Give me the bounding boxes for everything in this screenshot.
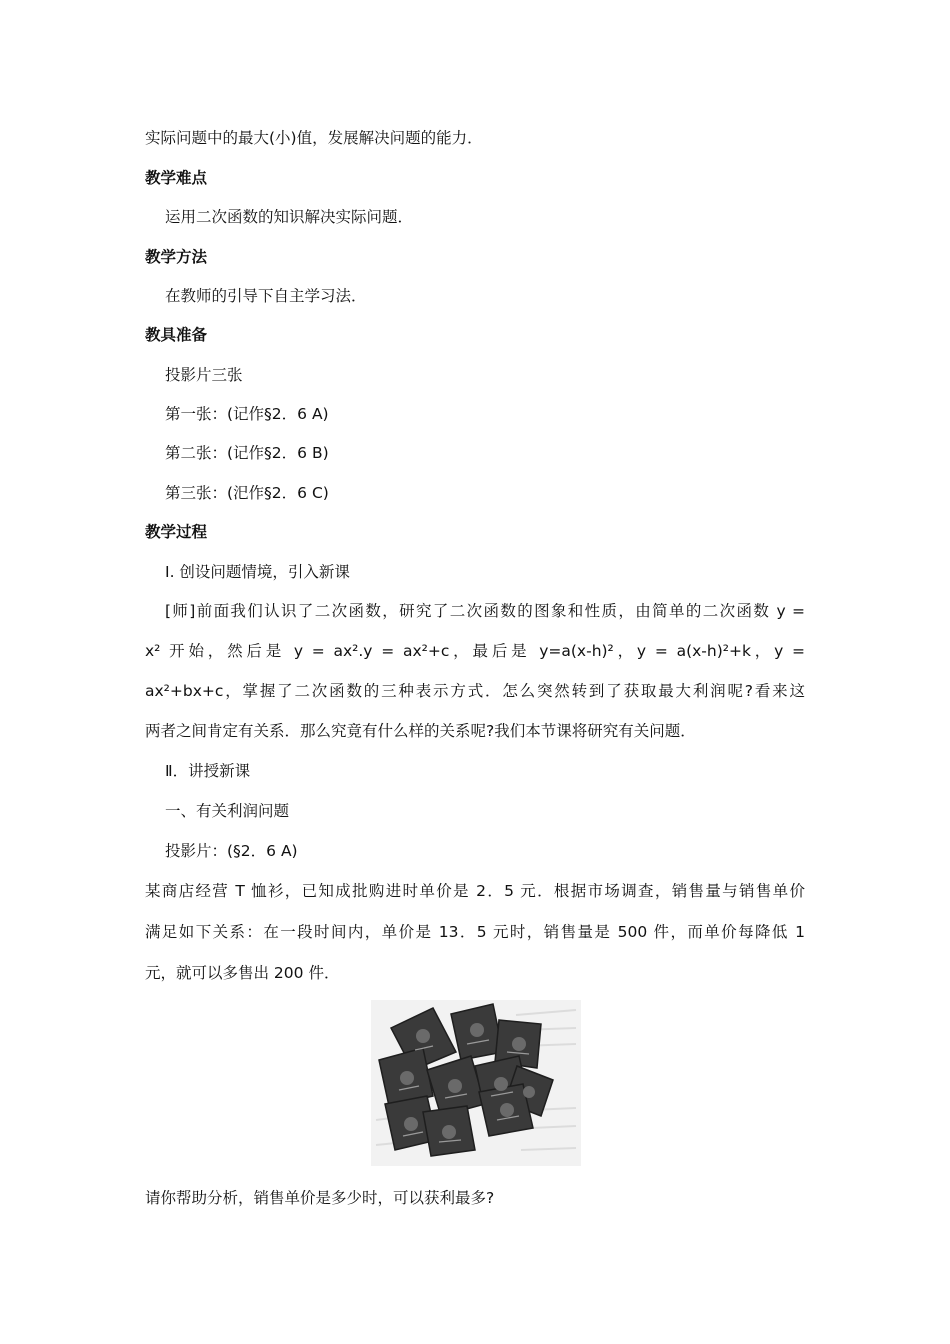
paragraph-method: 在教师的引导下自主学习法． (165, 287, 367, 305)
heading-teaching-aids: 教具准备 (145, 326, 208, 344)
problem-line-3: 元，就可以多售出 200 件． (145, 964, 340, 982)
heading-teaching-difficulty: 教学难点 (145, 169, 208, 187)
question-line: 请你帮助分析，销售单价是多少时，可以获利最多? (145, 1189, 495, 1207)
problem-line-2: 满足如下关系：在一段时间内，单价是 13．5 元时，销售量是 500 件，而单价每降低 1 (145, 923, 805, 941)
slide-item-1: 第一张：(记作§2．6 A) (165, 405, 329, 423)
paragraph-aids: 投影片三张 (165, 366, 243, 384)
paragraph-intro-line-4: 两者之间肯定有关系．那么究竟有什么样的关系呢?我们本节课将研究有关问题． (145, 722, 696, 740)
heading-teaching-process: 教学过程 (145, 523, 208, 541)
t-shirt-pile-icon (371, 1000, 581, 1166)
problem-line-1: 某商店经营 T 恤衫，已知成批购进时单价是 2．5 元．根据市场调查，销售量与销售单价 (145, 882, 805, 900)
section-1-title: Ⅰ. 创设问题情境，引入新课 (165, 563, 350, 581)
t-shirt-pile-image (371, 1000, 581, 1166)
subsection-profit-title: 一、有关利润问题 (165, 802, 290, 820)
heading-teaching-method: 教学方法 (145, 248, 208, 266)
paragraph-intro-line-2: x² 开始，然后是 y = ax².y = ax²+c，最后是 y=a(x-h)²，y = a(x-h)²+k，y = (145, 642, 805, 660)
paragraph-objective-end: 实际问题中的最大(小)值，发展解决问题的能力． (145, 129, 483, 147)
section-2-title: Ⅱ．讲授新课 (165, 762, 251, 780)
paragraph-intro-line-3: ax²+bx+c，掌握了二次函数的三种表示方式．怎么突然转到了获取最大利润呢?看来这 (145, 682, 805, 700)
slide-item-2: 第二张：(记作§2．6 B) (165, 444, 329, 462)
slide-reference: 投影片：(§2．6 A) (165, 842, 298, 860)
slide-item-3: 第三张：(汜作§2．6 C) (165, 484, 329, 502)
paragraph-intro-line-1: [师]前面我们认识了二次函数，研究了二次函数的图象和性质，由简单的二次函数 y = (165, 602, 805, 620)
paragraph-difficulty: 运用二次函数的知识解决实际问题． (165, 208, 414, 226)
